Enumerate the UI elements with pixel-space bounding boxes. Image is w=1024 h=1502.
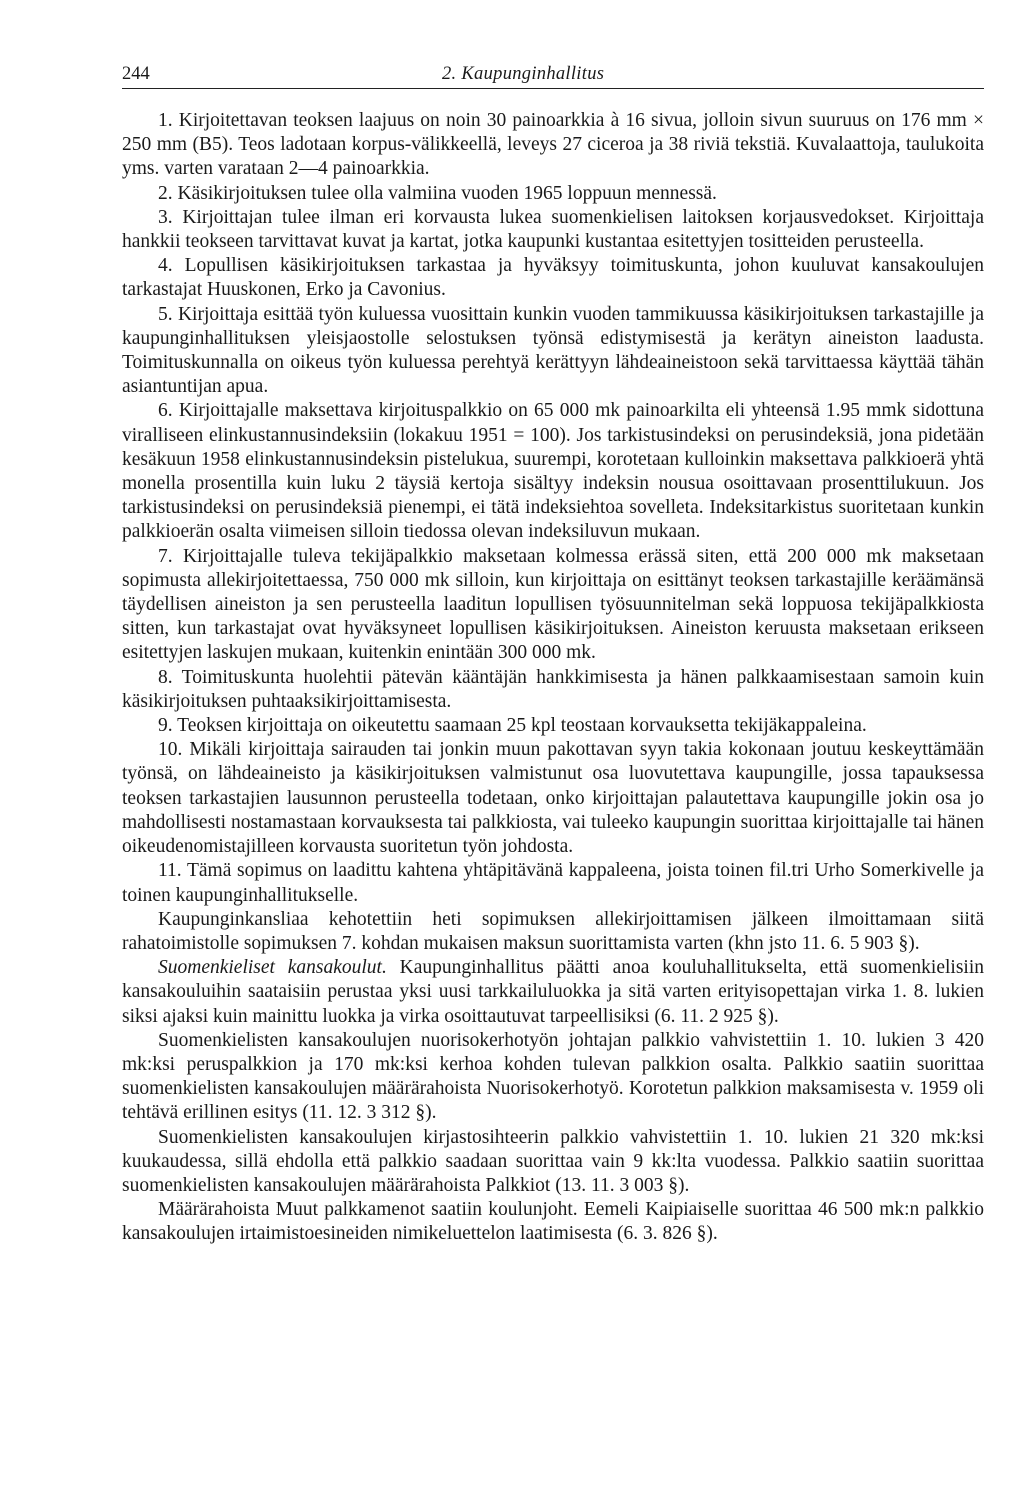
paragraph-suomenkieliset-kansakoulut — [122, 956, 984, 1029]
paragraph-4: 4. Lopullisen käsikirjoituksen tarkastaa ja hyväksyy toimituskunta, johon kuuluvat kansakoulujen tarkastajat Huuskonen, Erko ja Cavonius. — [122, 255, 984, 301]
paragraph-9: 9. Teoksen kirjoittaja on oikeutettu saamaan 25 kpl teostaan korvauksetta tekijäkappaleina. — [158, 715, 867, 737]
paragraph-6: 6. Kirjoittajalle maksettava kirjoituspalkkio on 65 000 mk painoarkilta eli yhteensä 1.95 mmk sidottuna viralliseen elinkustannusindeksiin (lokakuu 1951 = 100). Jos tarkistusindeksi on perusindeksiä, jona pidetään kesäkuun 1958 elinkustannusindeksin pistelukua, suurempi, korotetaan kulloinkin maksettava palkkioerä yhtä monella prosentilla kuin luku 2 täysiä kertoja sisältyy indeksin nousua osoittavaan prosenttilukuun. Jos tarkistusindeksi on perusindeksiä pienempi, ei tätä indeksiehtoa sovelleta. Indeksitarkistus suoritetaan kunkin palkkioerän osalta viimeisen silloin tiedossa olevan indeksiluvun mukaan. — [122, 400, 984, 543]
paragraph-text: Kaupunginhallitus päätti anoa kouluhallitukselta, että suomenkielisiin kansakouluihin saataisiin perustaa yksi uusi tarkkailuluokka ja sitä varten erityisopettajan virka 1. 8. lukien siksi ajaksi kuin mainittu luokka ja virka osoittautuvat tarpeellisiksi (6. 11. 2 925 §). — [122, 957, 984, 1027]
paragraph-nuorisokerho: Suomenkielisten kansakoulujen nuorisokerhotyön johtajan palkkio vahvistettiin 1. 10. lukien 3 420 mk:ksi peruspalkkion ja 170 mk:ksi kerhoa kohden tulevan palkkion osalta. Palkkio saatiin suorittaa suomenkielisten kansakoulujen määrärahoista Nuorisokerhotyö. Korotetun palkkion maksamisesta v. 1959 oli tehtävä erillinen esitys (11. 12. 3 312 §). — [122, 1029, 984, 1124]
section-heading: Suomenkieliset kansakoulut. — [158, 957, 387, 979]
paragraph-maararahat: Määrärahoista Muut palkkamenot saatiin koulunjoht. Eemeli Kaipiaiselle suorittaa 46 500 mk:n palkkio kansakoulujen irtaimistoesineiden nimikeluettelon laatimisesta (6. 3. 826 §). — [122, 1199, 984, 1245]
paragraph-7: 7. Kirjoittajalle tuleva tekijäpalkkio maksetaan kolmessa erässä siten, että 200 000 mk maksetaan sopimusta allekirjoitettaessa, 750 000 mk silloin, kun kirjoittaja on esittänyt teoksen tarkastajille keräämänsä täydellisen aineiston ja sen perusteella laaditun lopullisen työsuunnitelman sekä loppuosa tekijäpalkkiosta sitten, kun tarkastajat ovat hyväksyneet lopullisen käsikirjoituksen. Aineiston keruusta maksetaan erikseen esitettyjen laskujen mukaan, kuitenkin enintään 300 000 mk. — [122, 545, 984, 664]
paragraph-3: 3. Kirjoittajan tulee ilman eri korvausta lukea suomenkielisen laitoksen korjausvedokset. Kirjoittaja hankkii teokseen tarvittavat kuvat ja kartat, jotka kaupunki kustantaa esitettyjen tositteiden perusteella. — [122, 206, 984, 253]
paragraph-2: 2. Käsikirjoituksen tulee olla valmiina vuoden 1965 loppuun mennessä. — [158, 182, 717, 204]
paragraph-kanslia: Kaupunginkansliaa kehotettiin heti sopimuksen allekirjoittamisen jälkeen ilmoittamaan siitä rahatoimistolle sopimuksen 7. kohdan mukaisen maksun suorittamista varten (khn jsto 11. 6. 5 903 §). — [122, 908, 984, 954]
paragraph-10: 10. Mikäli kirjoittaja sairauden tai jonkin muun pakottavan syyn takia kokonaan joutuu keskeyttämään työnsä, on lähdeaineisto ja käsikirjoituksen valmistunut osa luovutettava kaupungille, jossa tapauksessa teoksen tarkastajien lausunnon perusteella todetaan, onko kirjoittajan palautettava kaupungille jokin osa jo mahdollisesti nostamastaan korvauksesta tai palkkiosta, vai tuleeko kaupungin suorittaa kirjoittajalle tai hänen oikeudenomistajilleen korvausta suoritetun työn johdosta. — [122, 739, 984, 858]
page-header — [122, 62, 984, 89]
paragraph-1: 1. Kirjoitettavan teoksen laajuus on noin 30 painoarkkia à 16 sivua, jolloin sivun suuruus on 176 mm × 250 mm (B5). Teos ladotaan korpus-välikkeellä, leveys 27 ciceroa ja 38 riviä tekstiä. Kuvalaattoja, taulukoita yms. varten varataan 2—4 painoarkkia. — [122, 110, 984, 180]
paragraph-8: 8. Toimituskunta huolehtii pätevän kääntäjän hankkimisesta ja hänen palkkaamisestaan samoin kuin käsikirjoituksen puhtaaksikirjoittamisesta. — [122, 666, 984, 712]
paragraph-kirjastosihteeri: Suomenkielisten kansakoulujen kirjastosihteerin palkkio vahvistettiin 1. 10. lukien 21 320 mk:ksi kuukaudessa, sillä ehdolla että palkkio saadaan suorittaa vain 9 kk:lta vuodessa. Palkkio saatiin suorittaa suomenkielisten kansakoulujen määrärahoista Palkkiot (13. 11. 3 003 §). — [122, 1126, 984, 1196]
running-title: 2. Kaupunginhallitus — [442, 64, 605, 84]
document-page — [122, 62, 984, 1247]
paragraph-11: 11. Tämä sopimus on laadittu kahtena yhtäpitävänä kappaleena, joista toinen fil.tri Urho Somerkivelle ja toinen kaupunginhallitukselle. — [122, 860, 984, 906]
paragraph-5: 5. Kirjoittaja esittää työn kuluessa vuosittain kunkin vuoden tammikuussa käsikirjoituksen tarkastajille ja kaupunginhallituksen yleisjaostolle selostuksen työnsä edistymisestä ja kerätyn aineiston laadusta. Toimituskunnalla on oikeus työn kuluessa perehtyä kerättyyn lähdeaineistoon sekä tarvittaessa käyttää tähän asiantuntijan apua. — [122, 303, 984, 398]
page-number: 244 — [122, 64, 150, 84]
document-body — [122, 109, 984, 1247]
